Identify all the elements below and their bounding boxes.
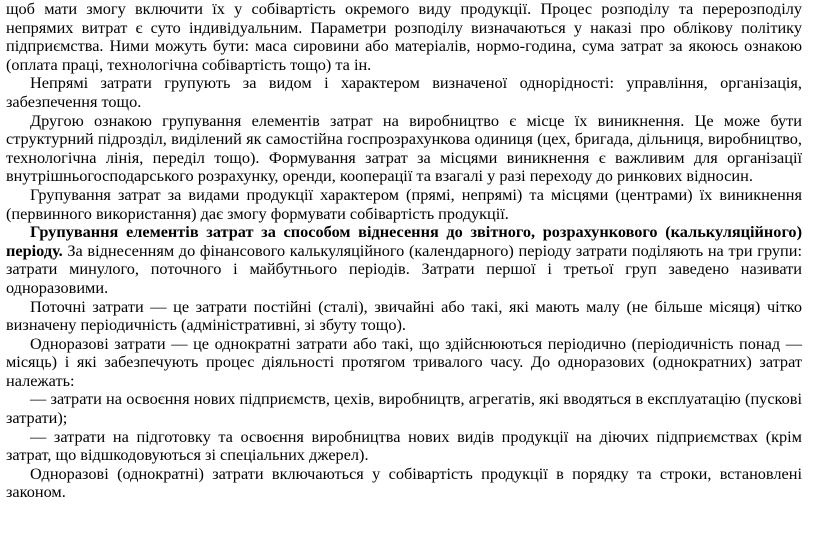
paragraph-one-time-costs: Одноразові затрати — це однократні затрати або такі, що здійснюються періодично (періодичність понад — місяць) і які забезпечують процес діяльності протягом тривалого часу. До одноразових (однократних) затрат належать:: [6, 333, 802, 390]
list-item-preparation-costs: — затрати на підготовку та освоєння виробництва нових видів продукції на діючих підприємствах (крім затрат, що відшкодовуються зі спеціальних джерел).: [6, 426, 802, 465]
paragraph-place-of-origin: Другою ознакою групування елементів затрат на виробництво є місце їх виникнення. Це може бути структурний підрозділ, виділений як самостійна госпрозрахункова одиниця (цех, бригада, дільниця, виробництво, технологічна лінія, перeділ тощо). Формування затрат за місцями виникнення є важливим для організації внутрішньогосподарського розрахунку, оренди, кооперації та взагалі у разі переходу до ринкових відносин.: [6, 110, 802, 186]
paragraph-grouping-by-type: Групування затрат за видами продукції характером (прямі, непрямі) та місцями (центрами) їх виникнення (первинного використання) дає змогу формувати собівартість продукції.: [6, 184, 802, 223]
paragraph-period-text: За віднесенням до фінансового калькуляційного (календарного) періоду затрати поділяють на три групи: затрати минулого, поточного і майбутнього періодів. Затрати першої і третьої груп заведено називати одноразовими.: [6, 240, 802, 297]
paragraph-indirect-costs: Непрямі затрати групують за видом і характером визначеної однорідності: управління, організація, забезпечення тощо.: [6, 73, 802, 111]
list-item-startup-costs: — затрати на освоєння нових підприємств, цехів, виробництв, агрегатів, які вводяться в експлуатацію (пускові затрати);: [6, 389, 802, 428]
paragraph-current-costs: Поточні затрати — це затрати постійні (сталі), звичайні або такі, які мають малу (не більше місяця) чітко визначену періодичність (адміністративні, зі збуту тощо).: [6, 296, 802, 335]
paragraph-grouping-by-period: [6, 223, 802, 297]
paragraph-inclusion-in-cost: Одноразові (однократні) затрати включаються у собівартість продукції в порядку та строки, встановлені законом.: [6, 463, 802, 502]
section-heading-bold: Групування елементів затрат за способом віднесення до звітного, розрахункового (калькуляційного) періоду.: [6, 222, 802, 260]
paragraph-allocation-parameters: щоб мати змогу включити їх у собівартість окремого виду продукції. Процес розподілу та перерозподілу непрямих витрат є суто індивідуальним. Параметри розподілу визначаються у наказі про обліковy політику підприємства. Ними можуть бути: маса сировини або матеріалів, нормо-година, сума затрат за якоюсь ознакою (оплата праці, технологічна собівартість тощо) та ін.: [6, 0, 802, 74]
